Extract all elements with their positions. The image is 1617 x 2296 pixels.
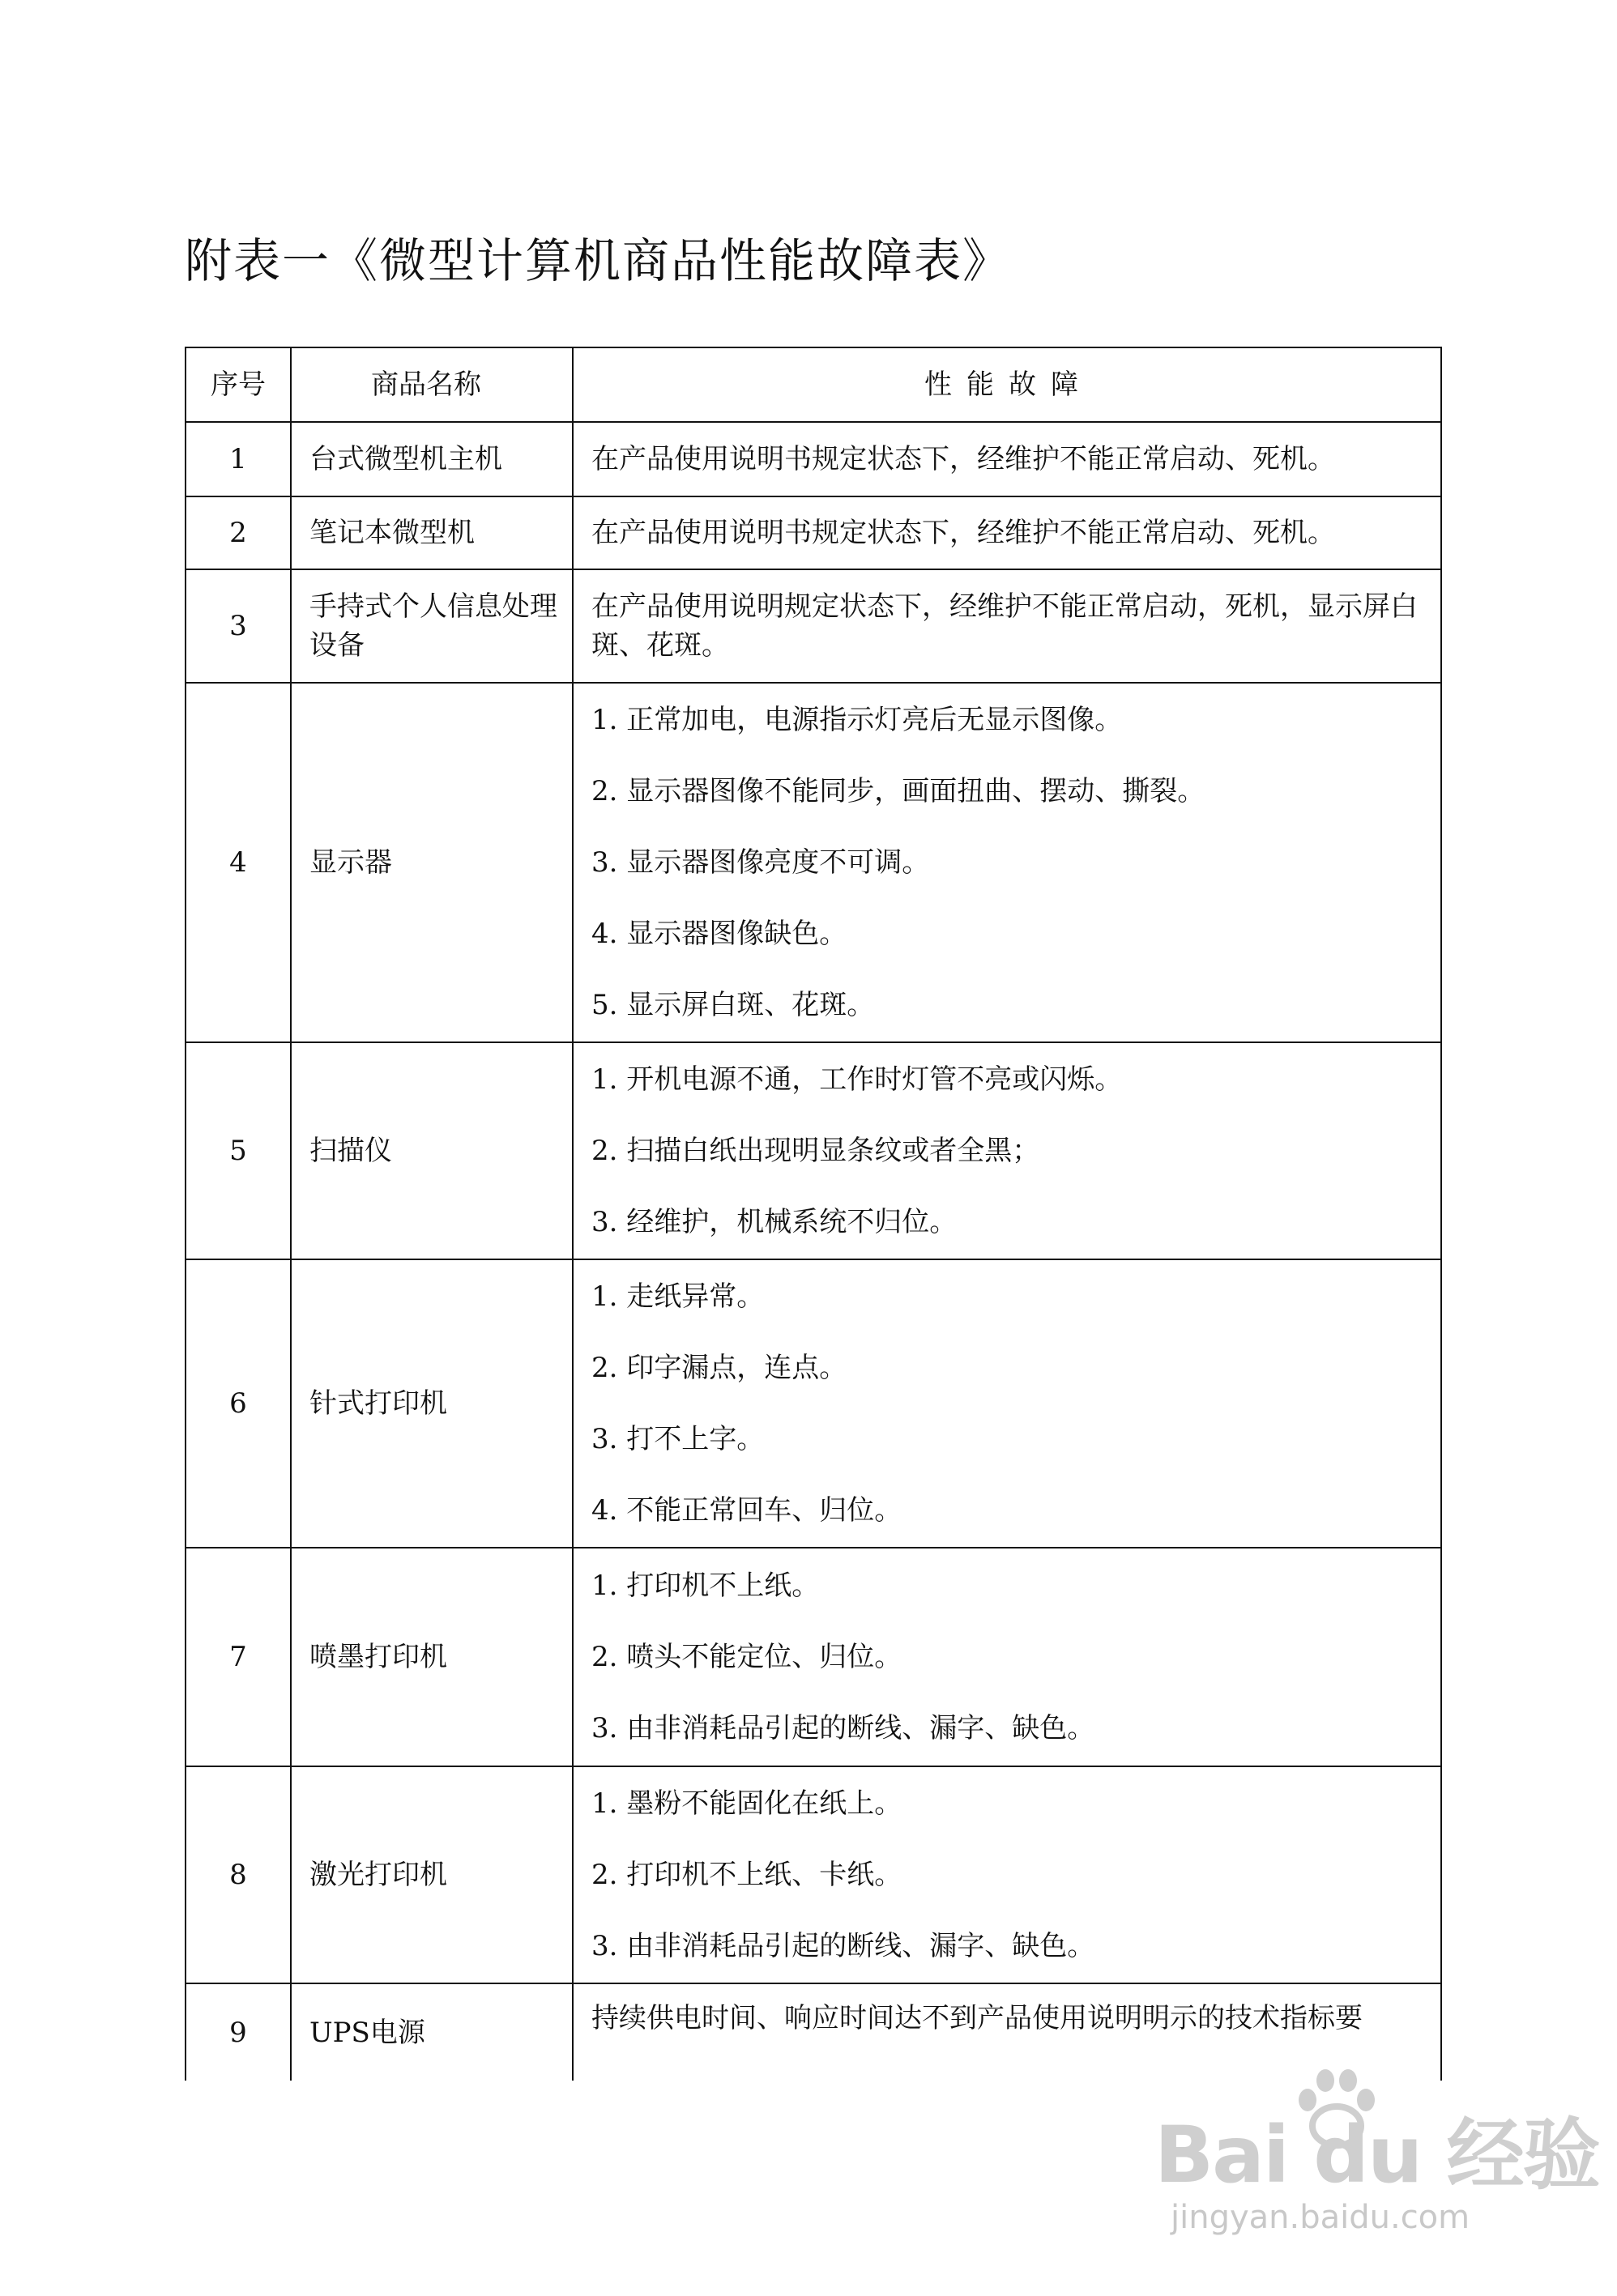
- row-no: 5: [186, 1042, 291, 1259]
- fault-line: 2. 扫描白纸出现明显条纹或者全黑；: [591, 1135, 1040, 1167]
- row-fault: [573, 1259, 1441, 1548]
- header-row: [186, 347, 1441, 422]
- fault-line: 4. 不能正常回车、归位。: [591, 1494, 902, 1527]
- table-row: [186, 1548, 1441, 1766]
- row-fault: [573, 683, 1441, 1042]
- fault-table: [185, 347, 1442, 2081]
- row-fault: [573, 496, 1441, 569]
- page-title: 附表一《微型计算机商品性能故障表》: [185, 233, 1012, 288]
- fault-line: 1. 墨粉不能固化在纸上。: [591, 1787, 902, 1820]
- row-fault: [573, 1766, 1441, 1983]
- row-name: UPS电源: [291, 1983, 573, 2081]
- fault-line: 在产品使用说明书规定状态下，经维护不能正常启动、死机。: [591, 517, 1335, 549]
- row-name: 手持式个人信息处理设备: [291, 569, 573, 683]
- row-fault: [573, 422, 1441, 496]
- fault-line: 4. 显示器图像缺色。: [591, 918, 847, 950]
- row-no: 4: [186, 683, 291, 1042]
- fault-line: 2. 打印机不上纸、卡纸。: [591, 1859, 902, 1891]
- fault-line: 3. 打不上字。: [591, 1423, 765, 1455]
- row-no: 3: [186, 569, 291, 683]
- table-row: [186, 1259, 1441, 1548]
- row-fault: [573, 1042, 1441, 1259]
- fault-line: 1. 开机电源不通，工作时灯管不亮或闪烁。: [591, 1063, 1123, 1096]
- fault-line: 在产品使用说明规定状态下，经维护不能正常启动，死机，显示屏白斑、花斑。: [591, 590, 1418, 662]
- fault-line: 3. 显示器图像亮度不可调。: [591, 846, 930, 879]
- fault-line: 2. 显示器图像不能同步，画面扭曲、摆动、撕裂。: [591, 775, 1205, 807]
- fault-line: 1. 正常加电，电源指示灯亮后无显示图像。: [591, 704, 1123, 736]
- table-row: [186, 1042, 1441, 1259]
- fault-line: 3. 由非消耗品引起的断线、漏字、缺色。: [591, 1712, 1095, 1744]
- table-row: [186, 683, 1441, 1042]
- fault-line: 1. 打印机不上纸。: [591, 1570, 820, 1602]
- fault-line: 持续供电时间、响应时间达不到产品使用说明明示的技术指标要: [591, 2002, 1363, 2034]
- table-row: [186, 1766, 1441, 1983]
- row-no: 1: [186, 422, 291, 496]
- row-name: 台式微型机主机: [291, 422, 573, 496]
- fault-line: 2. 印字漏点，连点。: [591, 1352, 847, 1384]
- row-no: 2: [186, 496, 291, 569]
- header-name: 商品名称: [291, 347, 573, 422]
- watermark-brand: Bai du 经验: [1154, 2110, 1599, 2200]
- row-name: 扫描仪: [291, 1042, 573, 1259]
- row-fault: [573, 1548, 1441, 1766]
- table-row: [186, 422, 1441, 496]
- table-row: [186, 496, 1441, 569]
- row-name: 激光打印机: [291, 1766, 573, 1983]
- row-name: 笔记本微型机: [291, 496, 573, 569]
- header-fault: 性能故障: [573, 347, 1441, 422]
- row-name: 喷墨打印机: [291, 1548, 573, 1766]
- row-no: 7: [186, 1548, 291, 1766]
- fault-line: 5. 显示屏白斑、花斑。: [591, 989, 875, 1021]
- watermark-url: jingyan.baidu.com: [1171, 2199, 1470, 2236]
- fault-line: 在产品使用说明书规定状态下，经维护不能正常启动、死机。: [591, 443, 1335, 475]
- fault-line: 2. 喷头不能定位、归位。: [591, 1641, 902, 1673]
- fault-line: 3. 由非消耗品引起的断线、漏字、缺色。: [591, 1930, 1095, 1962]
- row-no: 6: [186, 1259, 291, 1548]
- row-no: 9: [186, 1983, 291, 2081]
- row-fault: [573, 569, 1441, 683]
- table-row: [186, 569, 1441, 683]
- row-name: 针式打印机: [291, 1259, 573, 1548]
- baidu-watermark: [1154, 2061, 1599, 2256]
- row-name: 显示器: [291, 683, 573, 1042]
- fault-line: 1. 走纸异常。: [591, 1280, 765, 1313]
- row-no: 8: [186, 1766, 291, 1983]
- header-no: 序号: [186, 347, 291, 422]
- fault-line: 3. 经维护，机械系统不归位。: [591, 1206, 958, 1238]
